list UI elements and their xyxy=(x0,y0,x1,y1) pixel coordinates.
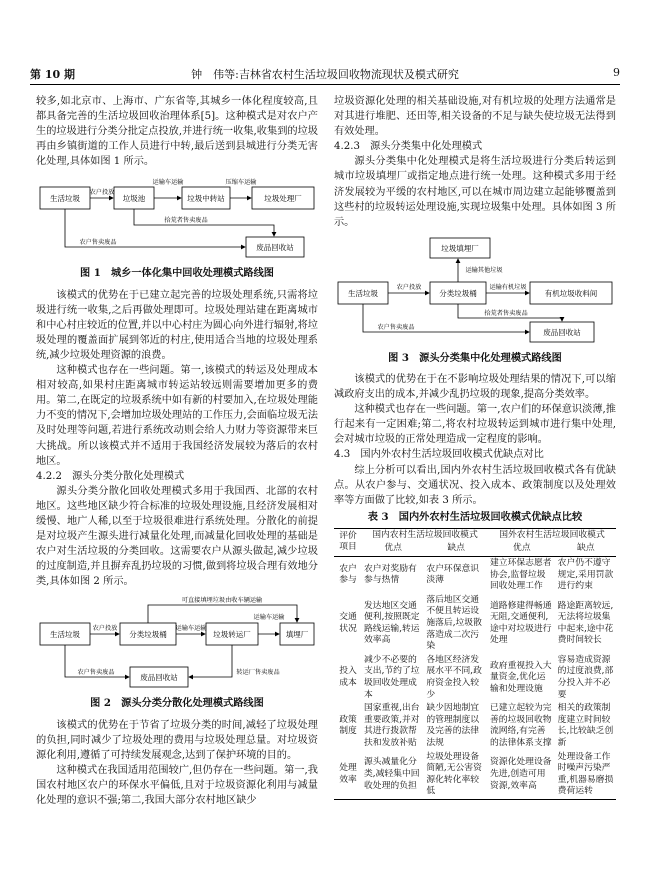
fig1-edge-label: 运输车运输 xyxy=(152,179,184,187)
section-heading-4-2-3: 4.2.3 源头分类集中化处理模式 xyxy=(334,141,483,153)
table-cell: 国家重视,出台重要政策,并对其进行拨款帮扶和发放补贴 xyxy=(364,703,420,748)
paragraph: 该模式的优势在于节省了垃圾分类的时间,减轻了垃圾处理的负担,同时减少了垃圾处理的费用与垃圾处理总量。对垃圾资源化利用,遵循了可持续发展观念,达到了保护环境的目的。 xyxy=(36,719,318,761)
fig1-node-waste-pool: 垃圾池 xyxy=(122,194,146,204)
table-cell: 资源化处理设备先进,创造可用资源,效率高 xyxy=(488,751,556,800)
table-3-caption: 表 3 国内外农村生活垃圾回收模式优缺点比较 xyxy=(367,510,583,523)
table-cell: 路途距离较远,无法将垃圾集中起来,途中花费时间较长 xyxy=(557,600,614,646)
table-header-adv: 优点 xyxy=(362,542,424,556)
fig1-node-recycling-station: 废品回收站 xyxy=(256,243,294,253)
paragraph: 该模式的优势在于已建立起完善的垃圾处理系统,只需将垃圾进行统一收集,之后再做处理即可。垃圾处理站建在距离城市和中心村庄较近的位置,并以中心村庄为圆心向外进行辐射,将垃圾处理的覆盖面扩展到邻近的村庄,使用适合当地的垃圾处理系统,减少垃圾处理资源的浪费。 xyxy=(36,289,318,361)
fig3-edge-label: 农户投放 xyxy=(396,283,422,291)
fig1-node-transfer-station: 垃圾中转站 xyxy=(187,194,225,204)
table-header-foreign: 国外农村生活垃圾回收模式 xyxy=(488,528,616,542)
table-cell: 农户环保意识淡薄 xyxy=(426,563,480,586)
fig3-edge-label: 运输其他垃圾 xyxy=(465,266,503,274)
fig3-node-household-waste: 生活垃圾 xyxy=(348,288,378,298)
running-header xyxy=(30,66,620,82)
paragraph: 较多,如北京市、上海市、广东省等,其城乡一体化程度较高,且都具备完善的生活垃圾回收治理体系[5]。这种模式是对农户产生的垃圾进行分类分批定点投放,并进行统一收集,收集到的垃圾再由乡镇街道的工作人员进行中转,最后送到县城进行分类无害化处理,具体如图 1 所示。 xyxy=(36,96,318,168)
table-row xyxy=(334,594,616,654)
paragraph: 该模式的优势在于在不影响垃圾处理结果的情况下,可以缩减政府支出的成本,并减少乱扔垃圾的现象,提高分类效率。 xyxy=(334,373,616,401)
paragraph: 这种模式也存在一些问题。第一,农户们的环保意识淡薄,推行起来有一定困难;第二,将农村垃圾转运到城市进行集中处理,会对城市垃圾的正常处理造成一定程度的影响。 xyxy=(334,404,616,446)
fig2-node-recycling-station: 废品回收站 xyxy=(140,673,178,683)
fig2-edge-label: 可直接填埋垃圾由收车辆运输 xyxy=(181,597,263,605)
table-header-dis: 缺点 xyxy=(424,542,488,556)
fig1-node-treatment-plant: 垃圾处理厂 xyxy=(264,194,302,204)
table-header-dis: 缺点 xyxy=(556,542,616,556)
table-cell: 建立环保志愿者协会,监督垃圾回收处理工作 xyxy=(489,558,552,592)
figure-1-caption: 图 1 城乡一体化集中回收处理模式路线图 xyxy=(79,267,274,280)
table-cell: 容易造成资源的过度浪费,部分投入并不必要 xyxy=(557,654,614,700)
table-row xyxy=(334,557,616,594)
fig1-edge-label: 农户售卖废品 xyxy=(79,239,117,247)
paragraph: 这种模式也存在一些问题。第一,该模式的转运及处理成本相对较高,如果村庄距离城市转运站较远则需要增加更多的费用。第二,在既定的垃圾系统中如有新的村要加入,在垃圾处理能力不变的情况下,会增加垃圾处理站的工作压力,会面临垃圾无法及时处理等问题,若进行系统改动则会给人力财力等资源带来巨大挑战。所以该模式并不适用于我国经济发展较为落后的农村地区。 xyxy=(36,365,318,467)
table-header-item: 评价项目 xyxy=(334,528,362,556)
table-cell: 发达地区交通便利,按照既定路线运输,转运效率高 xyxy=(364,600,420,646)
paragraph: 综上分析可以看出,国内外农村生活垃圾回收模式各有优缺点。从农户参与、交通状况、投入成本、政策制度以及处理效率等方面做了比较,如表 3 所示。 xyxy=(334,464,616,506)
header-rule xyxy=(30,84,620,85)
figure-3-caption: 图 3 源头分类集中化处理模式路线图 xyxy=(388,351,562,364)
table-cell: 投入成本 xyxy=(339,666,357,688)
fig2-edge-label: 运输车运输 xyxy=(253,614,285,622)
section-heading-4-2-2: 4.2.2 源头分类分散化处理模式 xyxy=(36,470,185,482)
fig2-node-landfill: 填埋厂 xyxy=(285,630,309,640)
fig2-edge-label: 转运厂售卖废品 xyxy=(236,669,280,677)
fig1-node-household-waste: 生活垃圾 xyxy=(50,194,80,204)
table-cell: 处理设备工作时噪声污染严重,机器易磨损费荷运转 xyxy=(556,751,616,800)
fig3-edge-label: 运输有机垃圾 xyxy=(489,283,527,291)
table-cell: 道路修建得畅通无阻,交通便利,途中对垃圾进行处理 xyxy=(489,600,552,646)
table-header-adv: 优点 xyxy=(488,542,556,556)
table-cell: 农户参与 xyxy=(339,563,357,586)
page-number: 9 xyxy=(613,66,620,79)
table-cell: 政策制度 xyxy=(339,714,357,737)
paragraph: 源头分类集中化处理模式是将生活垃圾进行分类后转运到城市垃圾填埋厂或指定地点进行统一处理。这种模式多用于经济发展较为平缓的农村地区,可以在城市周边建立起能够覆盖到这些村的垃圾转运处理设施,实现垃圾集中处理。具体如图 3 所示。 xyxy=(334,156,616,228)
fig2-edge-label: 农户售卖废品 xyxy=(77,669,115,677)
fig3-edge-label: 农户售卖废品 xyxy=(377,323,415,331)
fig1-edge-label: 压缩车运输 xyxy=(225,179,257,187)
table-cell: 源头减量化分类,减轻集中回收处理的负担 xyxy=(362,751,424,800)
issue-number: 第 10 期 xyxy=(30,68,75,81)
table-cell: 相关的政策制度建立时间较长,比较缺乏创新 xyxy=(557,703,614,748)
fig2-node-transfer-plant: 垃圾转运厂 xyxy=(213,630,251,640)
table-cell: 交通状况 xyxy=(339,612,357,634)
fig2-node-sorting-bin: 分类垃圾桶 xyxy=(129,630,167,640)
table-row xyxy=(334,702,616,750)
figure-1 xyxy=(36,175,318,261)
right-column xyxy=(334,94,616,800)
table-cell: 各地区经济发展水平不同,政府资金投入较少 xyxy=(426,654,482,700)
table-cell: 垃圾处理设备简陋,无公害资源化转化率较低 xyxy=(424,751,488,800)
table-cell: 落后地区交通不便且转运设施落后,垃圾散落造成二次污染 xyxy=(426,594,482,652)
table-cell: 减少不必要的支出,节约了垃圾回收处理成本 xyxy=(364,654,420,700)
running-title: 钟 伟等:吉林省农村生活垃圾回收物流现状及模式研究 xyxy=(191,68,459,81)
paragraph: 源头分类分散化回收处理模式多用于我国西、北部的农村地区。这些地区缺少符合标准的垃圾处理设施,且经济发展相对缓慢、地广人稀,以至于垃圾很难进行系统处理。分散化的前提是对垃圾产生源头进行减量化处理,而减量化回收处理的基础是农户对生活垃圾的分类回收。这需要农户从源头做起,减少垃圾的过度制造,并且摒弃乱扔垃圾的习惯,做到将垃圾合理有效地分类,具体如图 2 所示。 xyxy=(36,485,318,588)
fig2-node-household-waste: 生活垃圾 xyxy=(50,630,80,640)
arrow xyxy=(189,645,232,677)
fig3-node-organic-collection: 有机垃圾收料间 xyxy=(544,288,598,298)
table-header-domestic: 国内农村生活垃圾回收模式 xyxy=(362,528,488,542)
table-row xyxy=(334,654,616,702)
fig2-edge-label: 运输车运输 xyxy=(175,625,207,633)
table-cell: 已建立起较为完善的垃圾回收物流网络,有完善的法律体系支撑 xyxy=(489,703,552,748)
paragraph: 垃圾资源化处理的相关基础设施,对有机垃圾的处理方法通常是对其进行堆肥、还田等,相关设备的不足与缺失使垃圾无法得到有效处理。 xyxy=(334,96,616,138)
left-column xyxy=(36,94,318,808)
table-cell: 农户仍不遵守规定,采用罚款进行约束 xyxy=(557,558,614,592)
table-row xyxy=(334,751,616,800)
comparison-table xyxy=(334,528,616,800)
fig1-edge-label: 拾荒者售卖废品 xyxy=(164,217,208,225)
figure-3 xyxy=(334,236,616,346)
fig3-node-sorting-bin: 分类垃圾桶 xyxy=(439,288,477,298)
section-heading-4-3: 4.3 国内外农村生活垃圾回收模式优缺点对比 xyxy=(334,449,544,461)
figure-2-caption: 图 2 源头分类分散化处理模式路线图 xyxy=(90,697,264,710)
table-cell: 农户对奖励有参与热情 xyxy=(364,563,417,586)
table-cell: 处理效率 xyxy=(334,751,362,800)
fig1-edge-label: 农户投放 xyxy=(89,189,115,197)
fig3-node-recycling-station: 废品回收站 xyxy=(543,327,581,337)
paragraph: 这种模式在我国适用范围较广,但仍存在一些问题。第一,我国农村地区农户的环保水平偏低,且对于垃圾资源化利用与减量化处理的意识不强;第二,我国大部分农村地区缺少 xyxy=(36,764,318,806)
fig2-edge-label: 农户投放 xyxy=(92,625,118,633)
figure-2 xyxy=(36,595,318,691)
fig3-node-landfill: 垃圾填埋厂 xyxy=(441,243,479,253)
table-cell: 缺少因地制宜的管理制度以及完善的法律法规 xyxy=(426,703,480,748)
table-cell: 政府重视投入大量资金,优化运输和处理设施 xyxy=(489,660,552,694)
fig3-edge-label: 拾荒者售卖废品 xyxy=(484,309,528,317)
